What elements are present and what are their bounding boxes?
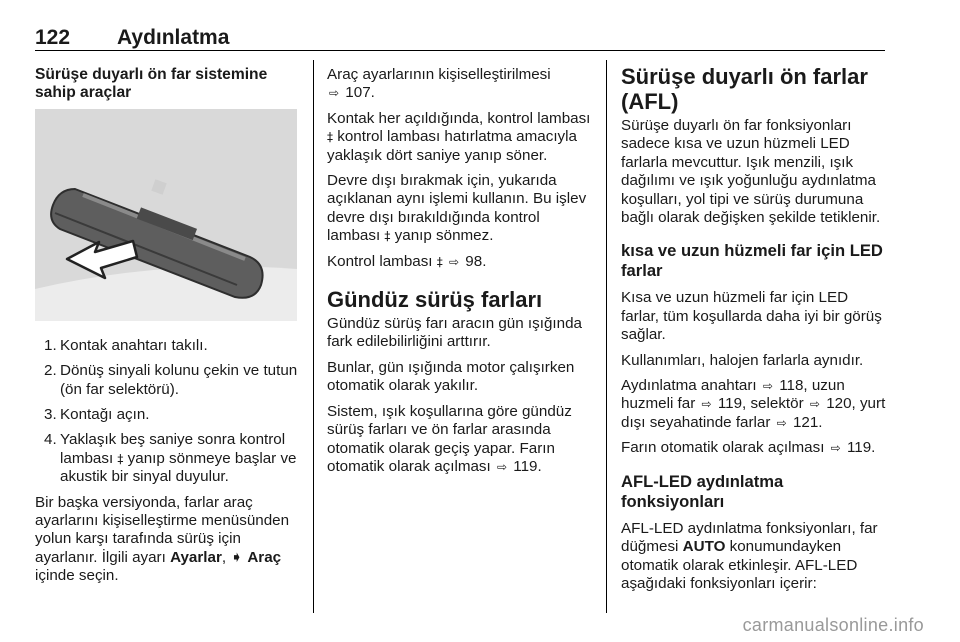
section-title: Aydınlatma (117, 26, 230, 49)
page-ref-link[interactable]: 107. (345, 84, 375, 102)
turn-signal-lever-illustration (35, 109, 297, 321)
page-ref-icon: ⇨ (830, 441, 841, 456)
steps-list (35, 337, 301, 487)
paragraph: Kontrol lambası ‡ ⇨ 98. (327, 252, 487, 270)
list-item: 3. Kontağı açın. (44, 406, 150, 424)
paragraph: Kısa ve uzun hüzmeli far için LED farlar, tüm koşullarda daha iyi bir görüş sağlar. (621, 289, 882, 344)
indicator-lamp-icon: ‡ (384, 229, 391, 244)
column-1 (35, 66, 301, 593)
page-number: 122 (35, 26, 71, 49)
header-rule (35, 50, 885, 51)
page-ref-link[interactable]: 119. (513, 457, 542, 475)
section-heading: Gündüz sürüş farları (327, 287, 543, 313)
page-ref-icon: ⇨ (449, 254, 460, 269)
paragraph: Kontak her açıldığında, kontrol lambası ‡ kontrol lambası hatırlatma amacıyla yaklaşık dört saniye yanıp söner. (327, 109, 591, 164)
list-item: 2. Dönüş sinyali kolunu çekin ve tutun (ön far selektörü). (44, 362, 298, 398)
section-heading: Sürüşe duyarlı ön far sistemine sahip araçlar (35, 66, 268, 102)
list-item: 4. Yaklaşık beş saniye sonra kontrol lambası ‡ yanıp sönmeye başlar ve akustik bir sinyal duyulur. (44, 431, 297, 486)
paragraph: Devre dışı bırakmak için, yukarıda açıklanan aynı işlemi kullanın. Bu işlev devre dışı bırakıldığında kontrol lambası ‡ yanıp sönmez. (327, 172, 587, 245)
indicator-lamp-icon: ‡ (436, 254, 443, 269)
list-item: 1. Kontak anahtarı takılı. (44, 336, 208, 354)
page-ref-icon: ⇨ (496, 459, 508, 474)
column-divider-1 (313, 60, 314, 613)
page-ref-icon: ⇨ (701, 397, 712, 412)
paragraph: Bir başka versiyonda, farlar araç ayarlarını kişiselleştirme menüsünden yolun karşı tarafında sürüş için ayarlanır. İlgili ayarı Ayarlar, ➧ Araç içinde seçin. (35, 493, 290, 585)
page-ref-link[interactable]: 119. (846, 439, 876, 457)
paragraph: Sistem, ışık koşullarına göre gündüz sürüş farları ve ön farlar arasında otomatik olarak geçiş yapar. Farın otomatik olarak açılması ⇨ 119. (327, 402, 572, 475)
paragraph: Sürüşe duyarlı ön far fonksiyonları sadece kısa ve uzun hüzmeli LED farlarla mevcuttur. Işık menzili, ışık dağılımı ve ışık yoğunluğu aydınlatma koşulları, yol tipi ve sürüş durumuna bağlı olarak değişken şekilde tetiklenir. (621, 117, 881, 227)
page-header (35, 26, 229, 50)
column-divider-2 (606, 60, 607, 613)
subsection-heading: kısa ve uzun hüzmeli far için LED farlar (621, 241, 883, 281)
column-3 (621, 64, 889, 600)
subsection-heading: AFL-LED aydınlatma fonksiyonları (621, 471, 784, 511)
paragraph: Araç ayarlarının kişiselleştirilmesi ⇨ 107. (327, 66, 551, 102)
page-ref-icon: ⇨ (762, 379, 773, 394)
page-ref-icon: ⇨ (776, 415, 787, 430)
page-ref-icon: ⇨ (809, 397, 820, 412)
page-ref-link[interactable]: 98. (465, 252, 487, 270)
watermark: carmanualsonline.info (742, 615, 924, 635)
column-2 (327, 66, 593, 483)
arrow-icon: ➧ (230, 548, 244, 566)
page-ref-icon: ⇨ (329, 86, 340, 101)
paragraph: Gündüz sürüş farı aracın gün ışığında fark edilebilirliğini arttırır. (327, 315, 582, 351)
paragraph: Farın otomatik olarak açılması ⇨ 119. (621, 439, 876, 457)
paragraph: Aydınlatma anahtarı ⇨ 118, uzun huzmeli far ⇨ 119, selektör ⇨ 120, yurt dışı seyahatinde farlar ⇨ 121. (621, 377, 886, 431)
paragraph: Kullanımları, halojen farlarla aynıdır. (621, 351, 864, 369)
paragraph: Bunlar, gün ışığında motor çalışırken otomatik olarak yakılır. (327, 358, 575, 395)
paragraph: AFL-LED aydınlatma fonksiyonları, far düğmesi AUTO konumundayken otomatik olarak etkinleşir. AFL-LED aşağıdaki fonksiyonları içerir: (621, 519, 878, 592)
section-heading: Sürüşe duyarlı ön farlar (AFL) (621, 64, 868, 114)
indicator-lamp-icon: ‡ (327, 130, 333, 145)
indicator-lamp-icon: ‡ (117, 451, 124, 466)
